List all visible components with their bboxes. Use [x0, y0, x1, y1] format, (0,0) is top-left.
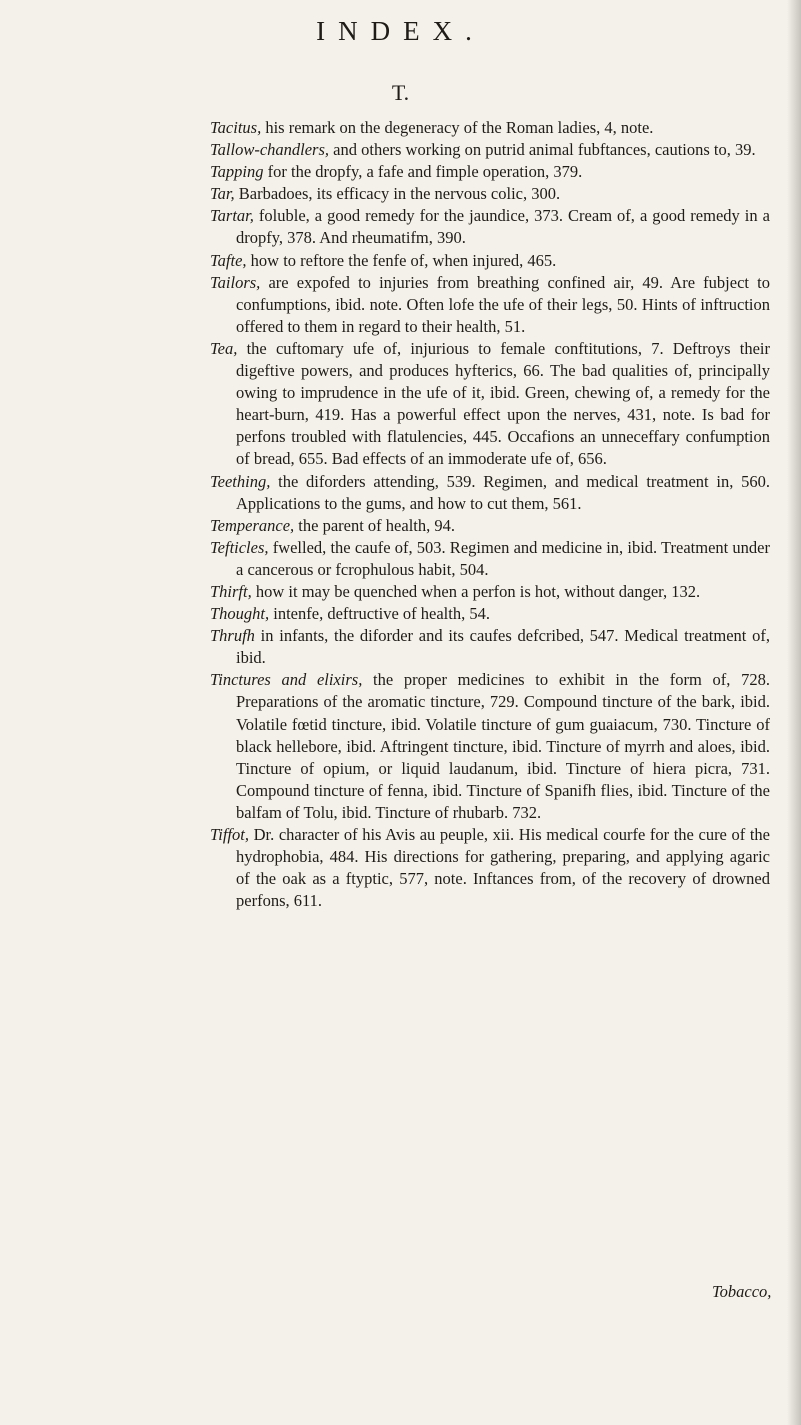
index-entry — [210, 272, 770, 338]
entry-head: Tallow-chandlers, — [210, 140, 330, 160]
index-entry — [210, 515, 770, 537]
entry-head: Thrufh — [210, 626, 255, 646]
entry-head: Teething, — [210, 471, 271, 491]
index-entry — [210, 471, 770, 515]
index-entry — [210, 581, 770, 603]
entry-text: Barbadoes, its efficacy in the nervous colic, 300. — [234, 184, 561, 204]
entry-head: Thought, — [210, 604, 270, 624]
running-header: INDEX. — [316, 16, 485, 46]
entry-text: foluble, a good remedy for the jaundice, 373. Cream of, a good remedy in a dropfy, 378. And rheumatifm, 390. — [236, 206, 770, 248]
entry-text: how it may be quenched when a perfon is hot, without danger, 132. — [251, 581, 701, 601]
entry-text: and others working on putrid animal fubftances, cautions to, 39. — [329, 140, 756, 160]
index-entry — [210, 117, 770, 139]
page-edge-shadow — [787, 0, 801, 1425]
entry-head: Tapping — [210, 162, 264, 182]
entry-head: Tar, — [210, 184, 235, 204]
entry-head: Tiffot, — [210, 825, 249, 844]
index-entry — [210, 603, 770, 625]
entry-head: Tea, — [210, 338, 238, 358]
entry-head: Thirft, — [210, 581, 252, 601]
entry-text: his remark on the degeneracy of the Roman ladies, 4, note. — [261, 118, 654, 137]
entry-text: intenfe, deftructive of health, 54. — [269, 604, 490, 624]
index-entry — [210, 183, 770, 205]
entry-head: Tafte, — [210, 250, 247, 270]
entry-text: the cuftomary ufe of, injurious to female conftitutions, 7. Deftroys their digeftive powers, and produces hyfterics, 66. The bad qualities of, principally owing to imprudence in the ufe of it, ibid. Green, chewing of, a remedy for the heart-burn, 419. Has a powerful effect upon the nerves, 431, note. Is bad for perfons troubled with flatulencies, 445. Occafions an unneceffary confumption of bread, 655. Bad effects of an immoderate ufe of, 656. — [236, 338, 770, 469]
index-entry — [210, 824, 770, 912]
catchword: Tobacco, — [712, 1282, 772, 1301]
entry-text: fwelled, the caufe of, 503. Regimen and medicine in, ibid. Treatment under a cancerous or fcrophulous habit, 504. — [236, 537, 770, 579]
entry-head: Tinctures and elixirs, — [210, 670, 363, 690]
index-entry — [210, 139, 770, 161]
entry-head: Temperance, — [210, 515, 295, 535]
entry-text: in infants, the diforder and its caufes defcribed, 547. Medical treatment of, ibid. — [236, 626, 770, 668]
entry-text: are expofed to injuries from breathing confined air, 49. Are fubject to confumptions, ibid. note. Often lofe the ufe of their legs, 50. Hints of inftruction offered to them in regard to their health, 51. — [236, 272, 770, 336]
index-entry — [210, 537, 770, 581]
index-entry — [210, 205, 770, 249]
entry-text: the proper medicines to exhibit in the form of, 728. Preparations of the aromatic tincture, 729. Compound tincture of the bark, ibid. Volatile fœtid tincture, ibid. Volatile tincture of gum guaiacum, 730. Tincture of black hellebore, ibid. Aftringent tincture, ibid. Tincture of myrrh and aloes, ibid. Tincture of opium, or liquid laudanum, ibid. Tincture of hiera picra, 731. Compound tincture of fenna, ibid. Tincture of Spanifh flies, ibid. Tincture of the balfam of Tolu, ibid. Tincture of rhubarb. 732. — [236, 670, 770, 822]
entry-head: Tartar, — [210, 206, 254, 226]
index-entry — [210, 669, 770, 824]
entry-text: for the dropfy, a fafe and fimple operation, 379. — [263, 162, 583, 182]
index-entry — [210, 338, 770, 471]
section-letter: T. — [391, 80, 410, 105]
entry-text: the diforders attending, 539. Regimen, and medical treatment in, 560. Applications to the gums, and how to cut them, 561. — [236, 471, 770, 513]
entry-text: Dr. character of his Avis au peuple, xii. His medical courfe for the cure of the hydrophobia, 484. His directions for gathering, preparing, and applying agaric of the oak as a ftyptic, 577, note. Inftances from, of the recovery of drowned perfons, 611. — [236, 825, 770, 911]
index-entry — [210, 161, 770, 183]
index-entry — [210, 625, 770, 669]
index-entry — [210, 250, 770, 272]
index-entries — [210, 117, 770, 912]
entry-head: Tefticles, — [210, 537, 269, 557]
entry-text: the parent of health, 94. — [294, 515, 455, 535]
entry-text: how to reftore the fenfe of, when injured, 465. — [246, 250, 557, 270]
entry-head: Tacitus, — [210, 118, 262, 137]
entry-head: Tailors, — [210, 272, 261, 292]
